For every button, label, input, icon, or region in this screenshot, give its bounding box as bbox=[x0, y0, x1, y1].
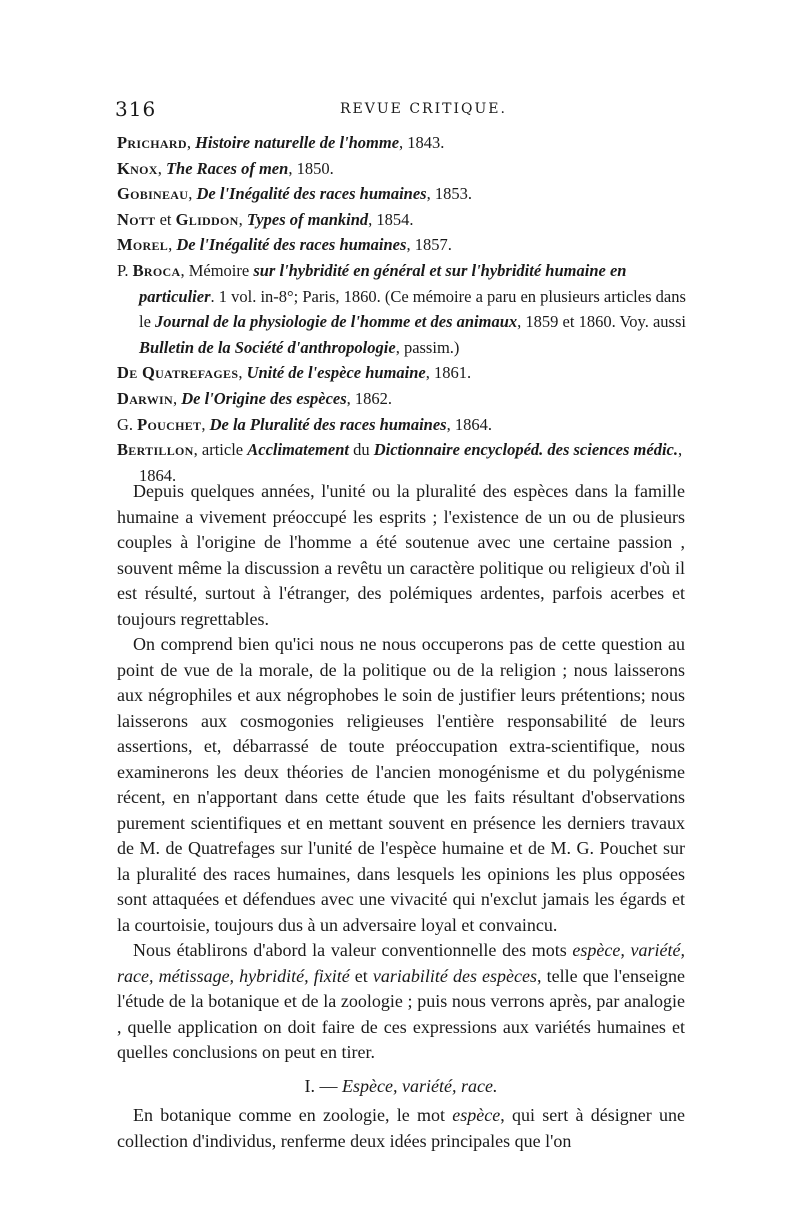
reference-item: P. Broca, Mémoire sur l'hybridité en général et sur l'hybridité humaine en particulier. 1 vol. in-8°; Paris, 1860. (Ce mémoire a paru en plusieurs articles dans le Journal de la physiologie de l'homme et des animaux, 1859 et 1860. Voy. aussi Bulletin de la Société d'anthropologie, passim.) bbox=[117, 260, 686, 357]
running-title: REVUE CRITIQUE. bbox=[340, 101, 507, 117]
reference-author: Broca bbox=[132, 260, 181, 280]
reference-title: De l'Origine des espèces bbox=[181, 388, 347, 408]
reference-author: De Quatrefages bbox=[117, 363, 239, 383]
reference-author: Pouchet bbox=[137, 414, 202, 434]
reference-author: Prichard bbox=[117, 133, 187, 152]
reference-title: De l'Inégalité des races humaines bbox=[196, 184, 427, 204]
page-header bbox=[115, 97, 685, 125]
reference-author: Morel bbox=[117, 235, 169, 255]
reference-title: De la Pluralité des races humaines bbox=[209, 414, 447, 434]
reference-author: Bertillon bbox=[117, 440, 194, 460]
reference-author: Darwin bbox=[117, 388, 173, 408]
reference-title: Acclimatement bbox=[247, 440, 349, 460]
paragraph: Nous établirons d'abord la valeur conventionnelle des mots espèce, variété, race, métissage, hybridité, fixité et variabilité des espèces, telle que l'enseigne l'étude de la botanique et de la zoologie ; puis nous verrons après, par analogie , quelle application on doit faire de ces expressions aux variétés humaines et quelles conclusions on peut en tirer. bbox=[117, 940, 686, 1062]
reference-item: Nott et Gliddon, Types of mankind, 1854. bbox=[117, 209, 414, 229]
reference-item: Morel, De l'Inégalité des races humaines, 1857. bbox=[117, 235, 452, 255]
reference-item: G. Pouchet, De la Pluralité des races humaines, 1864. bbox=[117, 414, 492, 434]
section-heading: I. — Espèce, variété, race. bbox=[304, 1075, 498, 1096]
reference-item: Gobineau, De l'Inégalité des races humaines, 1853. bbox=[117, 184, 472, 204]
reference-author: Nott bbox=[117, 209, 156, 229]
reference-item: Darwin, De l'Origine des espèces, 1862. bbox=[117, 388, 393, 408]
reference-title: De l'Inégalité des races humaines bbox=[176, 235, 407, 255]
reference-title: sur l'hybridité en général et sur l'hybridité humaine en particulier bbox=[139, 260, 627, 306]
reference-title: Bulletin de la Société d'anthropologie bbox=[139, 337, 396, 357]
reference-author: Gobineau bbox=[117, 184, 189, 204]
paragraph: En botanique comme en zoologie, le mot espèce, qui sert à désigner une collection d'individus, renferme deux idées principales que l'on bbox=[117, 1105, 685, 1151]
reference-title: Types of mankind bbox=[246, 209, 369, 229]
page-number: 316 bbox=[115, 97, 157, 121]
reference-item: Prichard, Histoire naturelle de l'homme, 1843. bbox=[117, 133, 445, 152]
reference-title: Dictionnaire encyclopéd. des sciences médic. bbox=[373, 440, 678, 460]
reference-author: Gliddon bbox=[175, 209, 239, 229]
reference-title: Journal de la physiologie de l'homme et des animaux bbox=[155, 312, 518, 332]
reference-item: Bertillon, article Acclimatement du Dictionnaire encyclopéd. des sciences médic., 1864. bbox=[117, 440, 683, 485]
paragraph: Depuis quelques années, l'unité ou la pluralité des espèces dans la famille humaine a vivement préoccupé les esprits ; l'existence de un ou de plusieurs couples à l'origine de l'homme a été soutenue avec une certaine passion , souvent même la discussion a revêtu un caractère politique ou religieux d'où il est résulté, surtout à l'étranger, des polémiques ardentes, parfois acerbes et toujours regrettables. bbox=[117, 481, 685, 629]
paragraph: On comprend bien qu'ici nous ne nous occuperons pas de cette question au point de vue de la morale, de la politique ou de la religion ; nous laisserons aux négrophiles et aux négrophobes le soin de justifier leurs prétentions; nous laisserons aux cosmogonies religieuses l'entière responsabilité de leurs assertions, et, débarrassé de toute préoccupation extra-scientifique, nous examinerons les deux théories de l'ancien monogénisme et du polygénisme récent, en n'apportant dans cette étude que les faits résultant d'observations purement scientifiques et en mettant souvent en présence les derniers travaux de M. de Quatrefages sur l'unité de l'espèce humaine et de M. G. Pouchet sur la pluralité des races humaines, dans lesquels les opinions les plus opposées sont attaquées et défendues avec une vivacité qui n'exclut jamais les égards et la courtoisie, toujours dus à un adversaire loyal et convaincu. bbox=[117, 634, 685, 935]
reference-title: The Races of men bbox=[165, 158, 289, 178]
reference-title: Unité de l'espèce humaine bbox=[246, 363, 426, 383]
reference-item: De Quatrefages, Unité de l'espèce humaine, 1861. bbox=[117, 363, 472, 383]
reference-item: Knox, The Races of men, 1850. bbox=[117, 158, 334, 178]
reference-title: Histoire naturelle de l'homme bbox=[195, 133, 400, 152]
body-text bbox=[117, 479, 685, 1154]
bibliography-list bbox=[117, 130, 689, 488]
reference-author: Knox bbox=[117, 158, 158, 178]
